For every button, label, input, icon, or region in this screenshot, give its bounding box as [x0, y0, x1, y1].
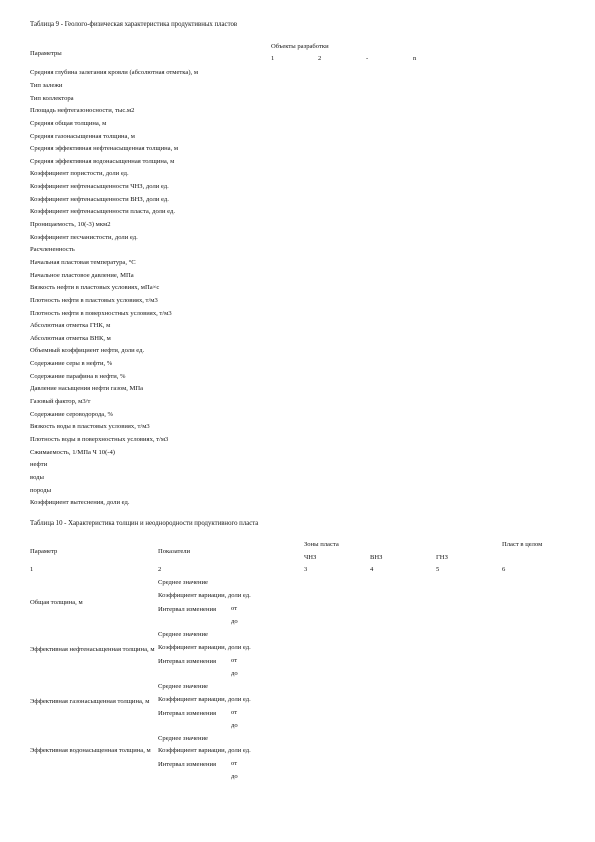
table9-row: Средняя газонасыщенная толщина, м [30, 133, 135, 140]
table9-row: Средняя глубина залегания кровли (абсолютная отметка), м [30, 69, 198, 76]
table10-group-label [30, 746, 155, 756]
table10-group-label: Общая толщина, м [30, 599, 83, 606]
indicator-interval-text: Интервал изменения [158, 761, 217, 768]
table10-group-label [30, 645, 155, 655]
indicator-interval [158, 657, 218, 668]
table9-row: Давление насыщения нефти газом, МПа [30, 385, 144, 392]
table9-row: Газовый фактор, м3/т [30, 398, 91, 405]
table10-colnum-4: 4 [370, 566, 374, 573]
table10-zone-chnz: ЧНЗ [304, 554, 317, 561]
table10-indicators-header: Показатели [158, 548, 191, 555]
indicator-mean: Среднее значение [158, 735, 208, 742]
table9-row: Начальное пластовое давление, МПа [30, 272, 134, 279]
table10-caption: Таблица 10 - Характеристика толщин и неоднородности продуктивного пласта [30, 520, 259, 527]
table9-row: Вязкость нефти в пластовых условиях, мПа×с [30, 284, 160, 291]
table9-object-col-n: n [413, 55, 417, 62]
table9-row: Начальная пластовая температура, °С [30, 259, 136, 266]
interval-to: до [231, 618, 238, 625]
interval-from: от [231, 760, 238, 767]
table9-row: Коэффициент пористости, доли ед. [30, 170, 129, 177]
table9-row: Коэффициент песчанистости, доли ед. [30, 234, 138, 241]
table10-colnum-6: 6 [502, 566, 506, 573]
table9-row: Средняя эффективная нефтенасыщенная толщина, м [30, 145, 179, 152]
table10-group-label-text: Эффективная газонасыщенная толщина, м [30, 698, 150, 705]
interval-from: от [231, 605, 238, 612]
table9-row: Коэффициент вытеснения, доли ед. [30, 499, 130, 506]
table10-zone-gnz: ГНЗ [436, 554, 448, 561]
indicator-interval-text: Интервал изменения [158, 658, 217, 665]
table10-colnum-2: 2 [158, 566, 162, 573]
table9-caption: Таблица 9 - Геолого-физическая характеристика продуктивных пластов [30, 21, 238, 28]
table9-row: нефти [30, 461, 48, 468]
indicator-cv: Коэффициент вариации, доли ед. [158, 696, 251, 703]
interval-to: до [231, 722, 238, 729]
table9-row: Сжимаемость, 1/МПа Ч 10(-4) [30, 449, 115, 456]
table9-row: Тип коллектора [30, 95, 74, 102]
table9-object-col-3: - [366, 55, 369, 62]
indicator-interval [158, 760, 218, 771]
table9-row: Плотность нефти в поверхностных условиях, т/м3 [30, 310, 172, 317]
indicator-interval [158, 709, 218, 720]
table9-objects-header: Объекты разработки [271, 43, 329, 50]
table9-row: Плотность воды в поверхностных условиях, т/м3 [30, 436, 169, 443]
table9-row: Содержание серы в нефти, % [30, 360, 113, 367]
table9-row: Проницаемость, 10(-3) мкм2 [30, 221, 111, 228]
table10-colnum-1: 1 [30, 566, 34, 573]
table9-row: Вязкость воды в пластовых условиях, т/м3 [30, 423, 150, 430]
indicator-interval [158, 605, 218, 616]
table10-colnum-3: 3 [304, 566, 308, 573]
table10-param-header: Параметр [30, 548, 58, 555]
table9-row: Коэффициент нефтенасыщенности ЧНЗ, доли ед. [30, 183, 169, 190]
table10-group-label-text: Эффективная нефтенасыщенная толщина, м [30, 646, 155, 653]
table10-group-label [30, 697, 155, 707]
table9-row: Тип залежи [30, 82, 63, 89]
table9-row: Коэффициент нефтенасыщенности ВНЗ, доли ед. [30, 196, 169, 203]
table9-row: Абсолютная отметка ГНК, м [30, 322, 111, 329]
indicator-interval-text: Интервал изменения [158, 710, 217, 717]
interval-from: от [231, 657, 238, 664]
table9-row: Содержание парафина в нефти, % [30, 373, 126, 380]
indicator-interval-text: Интервал изменения [158, 606, 217, 613]
table9-row: Расчлененность [30, 246, 75, 253]
table9-object-col-1: 1 [271, 55, 275, 62]
table10-zone-vnz: ВНЗ [370, 554, 383, 561]
table9-row: Плотность нефти в пластовых условиях, т/м3 [30, 297, 158, 304]
table10-total-header: Пласт в целом [502, 541, 543, 548]
indicator-mean: Среднее значение [158, 631, 208, 638]
table9-row: Объемный коэффициент нефти, доли ед. [30, 347, 145, 354]
indicator-cv: Коэффициент вариации, доли ед. [158, 592, 251, 599]
table9-param-header: Параметры [30, 50, 62, 57]
table9-row: Коэффициент нефтенасыщенности пласта, доли ед. [30, 208, 175, 215]
interval-from: от [231, 709, 238, 716]
table9-object-col-2: 2 [318, 55, 322, 62]
table9-row: Абсолютная отметка ВНК, м [30, 335, 111, 342]
table9-row: Средняя эффективная водонасыщенная толщина, м [30, 158, 175, 165]
table9-row: Средняя общая толщина, м [30, 120, 107, 127]
table9-row: породы [30, 487, 52, 494]
table9-row: воды [30, 474, 44, 481]
table10-group-label-text: Эффективная водонасыщенная толщина, м [30, 747, 151, 754]
interval-to: до [231, 670, 238, 677]
interval-to: до [231, 773, 238, 780]
indicator-cv: Коэффициент вариации, доли ед. [158, 747, 251, 754]
table9-row: Площадь нефтегазоносности, тыс.м2 [30, 107, 135, 114]
table9-row: Содержание сероводорода, % [30, 411, 114, 418]
indicator-mean: Среднее значение [158, 683, 208, 690]
table10-colnum-5: 5 [436, 566, 440, 573]
table10-zones-header: Зоны пласта [304, 541, 339, 548]
indicator-cv: Коэффициент вариации, доли ед. [158, 644, 251, 651]
indicator-mean: Среднее значение [158, 579, 208, 586]
